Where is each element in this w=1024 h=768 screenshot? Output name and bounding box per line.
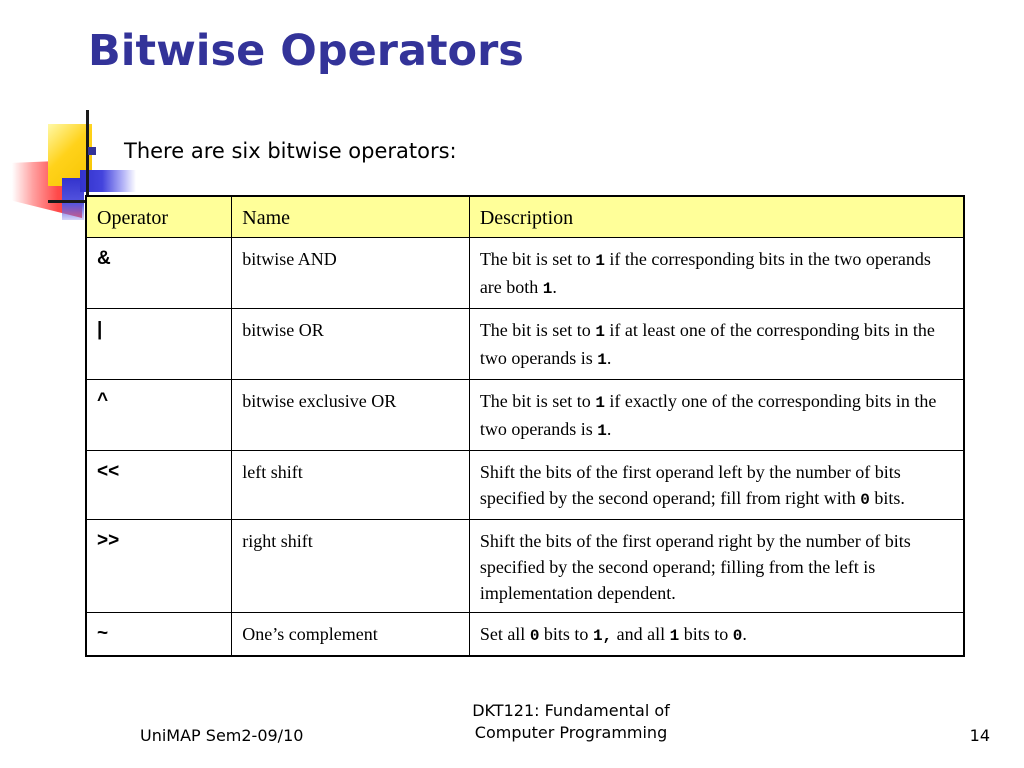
table-row bbox=[86, 309, 964, 380]
description-text: The bit is set to bbox=[479, 320, 596, 340]
description-text: bits to bbox=[679, 624, 733, 644]
header-description: Description bbox=[469, 196, 964, 238]
slide-title: Bitwise Operators bbox=[88, 26, 524, 76]
table-body bbox=[86, 238, 964, 657]
table-row bbox=[86, 520, 964, 613]
description-text: The bit is set to bbox=[479, 391, 596, 411]
header-operator: Operator bbox=[86, 196, 232, 238]
description-text: Shift the bits of the first operand left by the number of bits specified by the second operand; fill from right with bbox=[479, 462, 901, 508]
bullet-square-icon bbox=[88, 147, 96, 155]
operator-cell: ~ bbox=[86, 613, 232, 657]
code-literal: 1 bbox=[542, 280, 553, 298]
description-text: if exactly one of the corresponding bits in the two operands is bbox=[479, 391, 937, 439]
description-text: . bbox=[606, 348, 612, 368]
description-cell bbox=[469, 238, 964, 309]
description-text: Shift the bits of the first operand right by the number of bits specified by the second operand; filling from the left is implementation dependent. bbox=[479, 531, 911, 603]
operators-table bbox=[85, 195, 965, 657]
table-row bbox=[86, 238, 964, 309]
decorative-horizontal-line bbox=[48, 200, 90, 203]
slide-number: 14 bbox=[969, 726, 990, 745]
table-row bbox=[86, 451, 964, 520]
operator-cell: & bbox=[86, 238, 232, 309]
code-literal: 1 bbox=[595, 323, 605, 341]
description-cell bbox=[469, 613, 964, 657]
code-literal: 1 bbox=[595, 394, 605, 412]
code-literal: 0 bbox=[732, 627, 743, 645]
footer-course-title bbox=[430, 700, 712, 744]
description-cell bbox=[469, 309, 964, 380]
footer-course-title-line2: Computer Programming bbox=[474, 723, 668, 742]
description-text: . bbox=[552, 277, 557, 297]
description-text: if at least one of the corresponding bits in the two operands is bbox=[479, 320, 935, 368]
name-cell: left shift bbox=[232, 451, 470, 520]
table-row bbox=[86, 613, 964, 657]
code-literal: 0 bbox=[529, 627, 540, 645]
operator-cell: | bbox=[86, 309, 232, 380]
operator-cell: ^ bbox=[86, 380, 232, 451]
name-cell: bitwise AND bbox=[232, 238, 470, 309]
table-header-row bbox=[86, 196, 964, 238]
code-literal: 1, bbox=[592, 627, 613, 645]
description-cell bbox=[469, 520, 964, 613]
description-text: Set all bbox=[479, 624, 530, 644]
code-literal: 1 bbox=[595, 252, 605, 270]
description-text: bits. bbox=[869, 488, 905, 508]
operator-cell: >> bbox=[86, 520, 232, 613]
bullet-item bbox=[88, 136, 457, 166]
code-literal: 1 bbox=[669, 627, 680, 645]
header-name: Name bbox=[232, 196, 470, 238]
bullet-text: There are six bitwise operators: bbox=[124, 139, 457, 163]
description-cell bbox=[469, 380, 964, 451]
code-literal: 1 bbox=[597, 351, 607, 369]
table-row bbox=[86, 380, 964, 451]
name-cell: right shift bbox=[232, 520, 470, 613]
description-text: bits to bbox=[539, 624, 593, 644]
description-text: and all bbox=[612, 624, 670, 644]
footer-course-title-line1: DKT121: Fundamental of bbox=[472, 701, 670, 720]
operator-cell: << bbox=[86, 451, 232, 520]
footer-course-term: UniMAP Sem2-09/10 bbox=[140, 726, 304, 745]
description-text: . bbox=[606, 419, 612, 439]
description-text: if the corresponding bits in the two operands are both bbox=[479, 249, 931, 297]
description-text: The bit is set to bbox=[479, 249, 596, 269]
description-cell bbox=[469, 451, 964, 520]
code-literal: 0 bbox=[860, 491, 870, 509]
name-cell: bitwise OR bbox=[232, 309, 470, 380]
code-literal: 1 bbox=[597, 422, 607, 440]
name-cell: bitwise exclusive OR bbox=[232, 380, 470, 451]
description-text: . bbox=[742, 624, 747, 644]
name-cell: One’s complement bbox=[232, 613, 470, 657]
